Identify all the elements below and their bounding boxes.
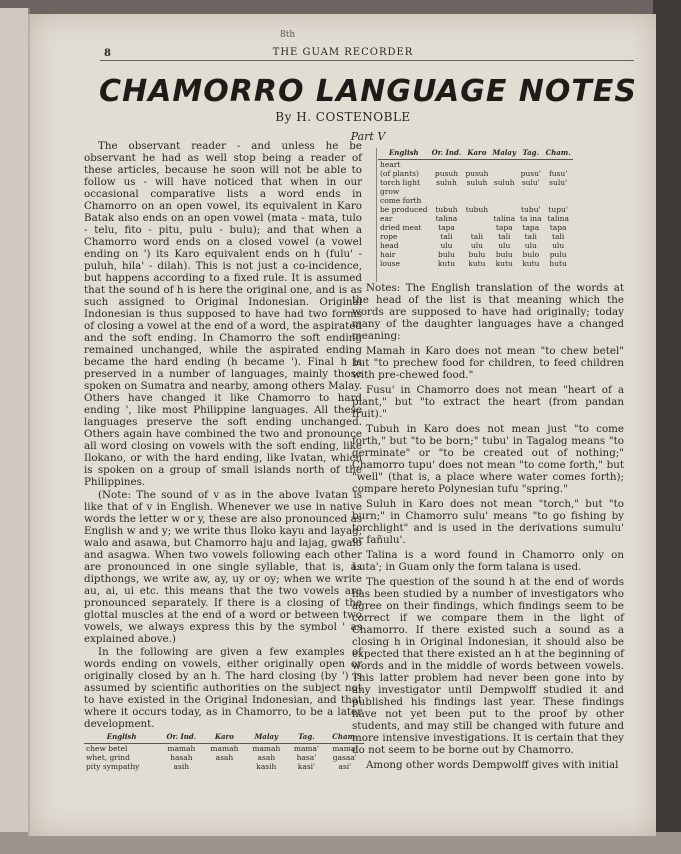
table-cell: hair xyxy=(380,250,396,259)
table-cell: come forth xyxy=(380,196,422,205)
table-cell xyxy=(518,187,544,196)
table-cell xyxy=(518,160,544,170)
table-cell: rope xyxy=(380,232,398,241)
column-header: Or. Ind. xyxy=(159,732,203,744)
paragraph: Mamah in Karo does not mean "to chew betel" but "to prechew food for children, to feed children with pre-chewed food." xyxy=(352,345,624,381)
paragraph: Notes: The English translation of the words at the head of the list is that meaning which the words are supposed to have had originally; today many of the daughter languages have a changed meaning: xyxy=(352,282,624,342)
table-cell: suluh xyxy=(466,178,488,187)
table-cell: tali xyxy=(551,232,565,241)
table-cell: kutu xyxy=(495,259,513,268)
column-header: Karo xyxy=(463,148,490,160)
table-cell xyxy=(430,196,464,205)
table-cell xyxy=(490,169,518,178)
table-cell: bulu xyxy=(468,250,486,259)
table-cell: tapa xyxy=(549,223,567,232)
part-label: Part V xyxy=(350,130,386,143)
table-cell: mama' xyxy=(293,744,320,753)
paragraph: In the following are given a few examples of words ending on vowels, either originally open or originally closed by an h. The hard closing (by ') is assumed by scientific authorities on the subject not to have existed in the Original Indonesian, and that where it occurs today, as in Chamorro, to be a later development. xyxy=(84,646,362,730)
table-row xyxy=(84,744,364,754)
table-cell: be produced xyxy=(380,205,428,214)
paragraph: Tubuh in Karo does not mean just "to come forth," but "to be born;" tubu' in Tagalog means "to germinate" or "to be created out of nothing;" Chamorro tupu' does not mean "to come forth," but "well" (that is, a place where water comes forth); compare hereto Polynesian tufu "spring." xyxy=(352,423,624,495)
table-cell: tali xyxy=(470,232,484,241)
table-cell xyxy=(490,205,518,214)
column-header: Malay xyxy=(490,148,518,160)
table-cell: kasi' xyxy=(297,762,316,771)
table-cell xyxy=(463,160,490,170)
table-row xyxy=(378,196,573,205)
table-cell: bulu xyxy=(438,250,455,259)
table-cell xyxy=(430,160,464,170)
table-cell: ulu xyxy=(552,241,565,250)
table-row xyxy=(378,223,573,232)
table-cell: tali xyxy=(498,232,511,241)
paragraph: (Note: The sound of v as in the above Ivatan is like that of v in English. Whenever we use in native words the letter w or y, these are also pronounced as English w and y; we write thus Iloko kayu and layag, walo and asawa, but Chamorro haju and lajag, gwalo and asagwa. When two vowels following each other are pronounced in one single syllable, that is, as dipthongs, we write aw, ay, uy or oy; when we write au, ai, ui etc. this means that the two vowels are pronounced separately. If there is a closing of the glottal muscles at the end of a word or between two vowels, we always express this by the symbol ' as explained above.) xyxy=(84,489,362,645)
table-cell xyxy=(490,187,518,196)
table-cell: pusuh xyxy=(434,169,459,178)
table-row xyxy=(378,205,573,214)
paragraph: Fusu' in Chamorro does not mean "heart of a plant," but "to extract the heart (from pandan fruit)." xyxy=(352,384,624,420)
table-cell xyxy=(463,214,490,223)
table-cell: whet, grind xyxy=(86,753,130,762)
table-cell xyxy=(463,196,490,205)
paragraph: The question of the sound h at the end of words has been studied by a number of investigators who agree on their findings, which findings seem to be correct if we compare them in the light of Chamorro. If there existed such a sound as a closing h in Original Indonesian, it should also be expected that there existed an h at the beginning of words and in the middle of words between vowels. This latter problem had never been gone into by any investigator until Dempwolff studied it and published his findings last year. These findings have not yet been put to the proof by other students, and may still be changed with future and more intensive investigations. It is certain that they do not seem to be borne out by Chamorro. xyxy=(352,576,624,756)
column-header: Cham. xyxy=(326,732,364,744)
table-cell: asi' xyxy=(338,762,352,771)
table-cell: sulu' xyxy=(549,178,568,187)
table-cell: bulo xyxy=(522,250,540,259)
column-header: Karo xyxy=(203,732,245,744)
table-cell: kutu xyxy=(437,259,456,268)
table-cell: suluh xyxy=(493,178,515,187)
table-divider xyxy=(376,148,377,282)
table-row xyxy=(378,178,573,187)
table-cell: hasa' xyxy=(296,753,317,762)
table-row xyxy=(378,169,573,178)
table-cell: pulu xyxy=(549,250,567,259)
table-cell: fusu' xyxy=(548,169,568,178)
table-cell: hutu xyxy=(549,259,567,268)
table-cell: tapa xyxy=(495,223,513,232)
table-cell: heart xyxy=(380,160,401,169)
table-cell xyxy=(518,196,544,205)
table-cell xyxy=(490,196,518,205)
table-cell: talina xyxy=(547,214,569,223)
paragraph: Talina is a word found in Chamorro only on Luta'; in Guam only the form talana is used. xyxy=(352,549,624,573)
table-cell: ulu xyxy=(524,241,537,250)
word-table-bottom xyxy=(84,732,364,771)
paragraph: Suluh in Karo does not mean "torch," but "to burn;" in Chamorro sulu' means "to go fishing by torchlight" and is used in the derivations sumulu' or fañulu'. xyxy=(352,498,624,546)
table-cell: (of plants) xyxy=(380,169,419,178)
table-cell: pusuh xyxy=(465,169,489,178)
table-cell: louse xyxy=(380,259,401,268)
table-cell: tubu' xyxy=(521,205,541,214)
table-cell: asah xyxy=(215,753,234,762)
table-cell: asah xyxy=(257,753,276,762)
table-cell: kasih xyxy=(256,762,277,771)
table-row xyxy=(378,250,573,259)
page-number: 8 xyxy=(104,48,111,59)
header-rule xyxy=(100,60,634,61)
table-cell: mamah xyxy=(210,744,239,753)
folio-mark: 8th xyxy=(280,30,296,40)
table-row xyxy=(84,762,364,771)
byline: By H. COSTENOBLE xyxy=(275,110,411,124)
table-cell: mamah xyxy=(167,744,196,753)
table-cell: ulu xyxy=(498,241,511,250)
table-cell: tali xyxy=(524,232,537,241)
table-cell: hasah xyxy=(170,753,193,762)
table-row xyxy=(378,214,573,223)
column-header: English xyxy=(84,732,159,744)
word-table-top xyxy=(378,148,624,268)
article-title: CHAMORRO LANGUAGE NOTES xyxy=(99,74,637,109)
table-cell: talina xyxy=(493,214,516,223)
table-cell: kutu xyxy=(522,259,540,268)
left-column xyxy=(84,140,362,731)
paragraph: The observant reader - and unless he be observant he had as well stop being a reader of these articles, because he soon will not be able to follow us - will have noticed that when in our occasional comparative lists a word ends in Chamorro on an open vowel, its equivalent in Karo Batak also ends on an open vowel (mata - mata, tulo - telu, fito - pitu, pulu - bulu); and that when a Chamorro word ends on a closed vowel (a vowel ending on ') its Karo equivalent ends on h (fulu' - puluh, hila' - dilah). This is not just a co-incidence, but happens according to a fixed rule. It is assumed that the sound of h is here the original one, and is as such assigned to Original Indonesian. Original Indonesian is thus supposed to have had two forms of closing a vowel at the end of a word, the aspirated and the soft ending. In Chamorro the soft ending remained unchanged, while the aspirated ending became the hard ending (h became '). Final h is preserved in a number of languages, mainly those spoken on Sumatra and nearby, among others Malay. Others have changed it like Chamorro to hard ending ', like most Philippine languages. All these languages preserve the soft ending unchanged. Others again have combined the two and pronounce all word closing on vowels with the soft ending, like Ilokano, or with the hard ending, like Ivatan, which is spoken on a group of small islands north of the Philippines. xyxy=(84,140,362,488)
table-cell xyxy=(544,196,573,205)
table-cell xyxy=(203,762,245,771)
right-column xyxy=(352,282,624,774)
facing-page-edge xyxy=(0,8,30,848)
table-cell: talina xyxy=(435,214,458,223)
column-header: Tag. xyxy=(287,732,325,744)
table-row xyxy=(378,259,573,268)
table-row xyxy=(378,241,573,250)
table-cell: ear xyxy=(380,214,393,223)
table-cell xyxy=(463,187,490,196)
table-cell xyxy=(544,160,573,170)
table-cell: mamah xyxy=(252,744,281,753)
column-header: English xyxy=(378,148,430,160)
table-cell xyxy=(430,187,464,196)
table-row xyxy=(378,187,573,196)
table-cell: suluh xyxy=(436,178,457,187)
table-cell: tubuh xyxy=(465,205,489,214)
table-cell: tapa xyxy=(522,223,540,232)
column-header: Or. Ind. xyxy=(430,148,464,160)
table-row xyxy=(84,753,364,762)
table-cell: dried meat xyxy=(380,223,422,232)
table-cell xyxy=(490,160,518,170)
table-cell: ulu xyxy=(440,241,453,250)
table-cell: mama' xyxy=(332,744,358,753)
paragraph: Among other words Dempwolff gives with initial xyxy=(366,759,619,771)
table-cell: head xyxy=(380,241,399,250)
running-head: THE GUAM RECORDER xyxy=(272,47,414,58)
word-table xyxy=(84,732,364,771)
binder-edge xyxy=(653,0,681,854)
table-cell: bulu xyxy=(495,250,513,259)
table-cell: grow xyxy=(380,187,400,196)
table-cell: tubuh xyxy=(435,205,458,214)
table-cell: asih xyxy=(173,762,190,771)
word-table xyxy=(378,148,573,268)
column-header: Malay xyxy=(245,732,287,744)
table-row xyxy=(378,232,573,241)
table-cell: tapa xyxy=(438,223,455,232)
table-cell: pusu' xyxy=(520,169,541,178)
table-row xyxy=(378,160,573,170)
table-cell: kutu xyxy=(468,259,486,268)
table-cell xyxy=(463,223,490,232)
table-cell: tupu' xyxy=(548,205,568,214)
column-header: Cham. xyxy=(544,148,573,160)
table-cell xyxy=(544,187,573,196)
table-cell: gasaa' xyxy=(332,753,357,762)
table-cell: chew betel xyxy=(86,744,128,753)
table-cell: pity sympathy xyxy=(86,762,140,771)
table-cell: ulu xyxy=(470,241,483,250)
table-cell: ta ina xyxy=(520,214,542,223)
table-cell: torch light xyxy=(380,178,420,187)
table-cell: tali xyxy=(440,232,453,241)
table-cell: sulu' xyxy=(521,178,540,187)
column-header: Tag. xyxy=(518,148,544,160)
